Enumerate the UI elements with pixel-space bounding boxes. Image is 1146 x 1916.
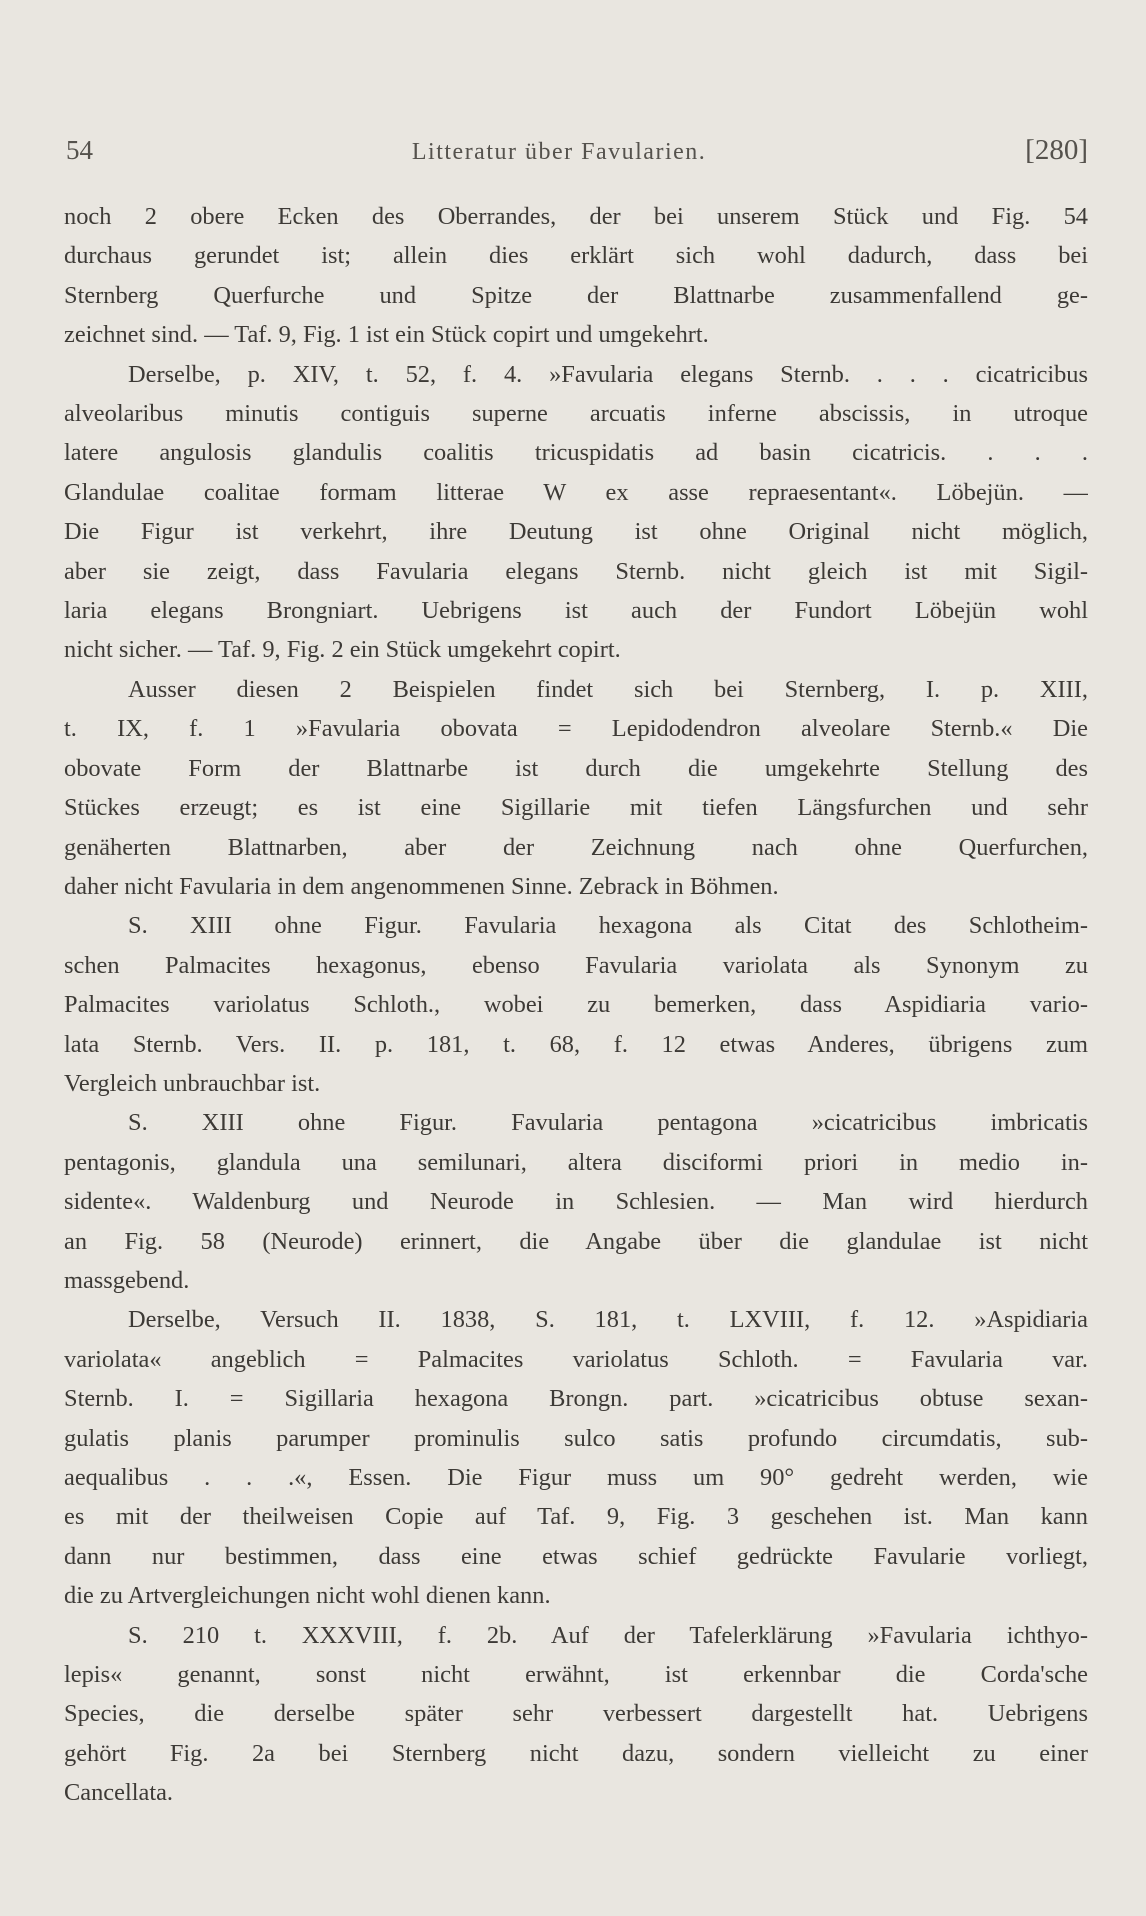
text-line: aequalibus . . .«, Essen. Die Figur muss um 90° gedreht werden, wie [64,1464,1088,1491]
paragraph-4 [64,906,1088,1103]
text-line: daher nicht Favularia in dem angenommenen Sinne. Zebrack in Böhmen. [64,872,779,900]
paragraph-2 [64,355,1088,670]
text-line: t. IX, f. 1 »Favularia obovata = Lepidodendron alveolare Sternb.« Die [64,715,1088,743]
text-line: S. XIII ohne Figur. Favularia pentagona »cicatricibus imbricatis [128,1109,1088,1137]
text-line: Species, die derselbe später sehr verbessert dargestellt hat. Uebrigens [64,1700,1088,1728]
text-line: nicht sicher. — Taf. 9, Fig. 2 ein Stück umgekehrt copirt. [64,636,621,664]
text-line: S. 210 t. XXXVIII, f. 2b. Auf der Tafelerklärung »Favularia ichthyo- [128,1621,1088,1649]
text-line: pentagonis, glandula una semilunari, altera disciformi priori in medio in- [64,1148,1088,1176]
text-line: sidente«. Waldenburg und Neurode in Schlesien. — Man wird hierdurch [64,1188,1088,1216]
text-line: aber sie zeigt, dass Favularia elegans Sternb. nicht gleich ist mit Sigil- [64,557,1088,585]
text-line: Vergleich unbrauchbar ist. [64,1069,321,1097]
paragraph-3 [64,670,1088,906]
text-line: lata Sternb. Vers. II. p. 181, t. 68, f. 12 etwas Anderes, übrigens zum [64,1030,1088,1058]
text-line: lepis« genannt, sonst nicht erwähnt, ist erkennbar die Corda'sche [64,1661,1088,1689]
text-line: an Fig. 58 (Neurode) erinnert, die Angabe über die glandulae ist nicht [64,1227,1088,1255]
paragraph-6 [64,1300,1088,1615]
text-line: gehört Fig. 2a bei Sternberg nicht dazu, sondern vielleicht zu einer [64,1739,1088,1767]
text-line: durchaus gerundet ist; allein dies erklärt sich wohl dadurch, dass bei [64,242,1088,270]
text-line: Derselbe, Versuch II. 1838, S. 181, t. LXVIII, f. 12. »Aspidiaria [128,1306,1088,1334]
text-line: Ausser diesen 2 Beispielen findet sich bei Sternberg, I. p. XIII, [128,675,1088,703]
text-line: es mit der theilweisen Copie auf Taf. 9, Fig. 3 geschehen ist. Man kann [64,1503,1088,1531]
text-line: obovate Form der Blattnarbe ist durch die umgekehrte Stellung des [64,754,1088,782]
text-line: die zu Artvergleichungen nicht wohl dienen kann. [64,1582,551,1610]
text-line: Palmacites variolatus Schloth., wobei zu bemerken, dass Aspidiaria vario- [64,991,1088,1019]
text-line: Sternberg Querfurche und Spitze der Blattnarbe zusammenfallend ge- [64,281,1088,309]
text-line: noch 2 obere Ecken des Oberrandes, der bei unserem Stück und Fig. 54 [64,203,1088,230]
text-line: Stückes erzeugt; es ist eine Sigillarie mit tiefen Längsfurchen und sehr [64,794,1088,822]
paragraph-7 [64,1616,1088,1813]
text-line: genäherten Blattnarben, aber der Zeichnung nach ohne Querfurchen, [64,833,1088,861]
text-line: dann nur bestimmen, dass eine etwas schief gedrückte Favularie vorliegt, [64,1542,1088,1570]
paragraph-5 [64,1103,1088,1300]
text-line: massgebend. [64,1266,190,1294]
paragraph-1 [64,197,1088,355]
text-line: gulatis planis parumper prominulis sulco satis profundo circumdatis, sub- [64,1424,1088,1452]
text-line: Derselbe, p. XIV, t. 52, f. 4. »Favularia elegans Sternb. . . . cicatricibus [128,360,1088,388]
running-header [66,134,1088,167]
text-line: schen Palmacites hexagonus, ebenso Favularia variolata als Synonym zu [64,951,1088,979]
text-line: variolata« angeblich = Palmacites variolatus Schloth. = Favularia var. [64,1345,1088,1373]
text-line: alveolaribus minutis contiguis superne arcuatis inferne abscissis, in utroque [64,400,1088,428]
text-line: Glandulae coalitae formam litterae W ex asse repraesentant«. Löbejün. — [64,478,1088,506]
page-number: 54 [66,135,93,165]
text-line: laria elegans Brongniart. Uebrigens ist auch der Fundort Löbejün wohl [64,597,1088,625]
text-line: Die Figur ist verkehrt, ihre Deutung ist ohne Original nicht möglich, [64,518,1088,546]
body-text [64,197,1088,1813]
bracket-page-number: [280] [1025,134,1088,166]
text-line: zeichnet sind. — Taf. 9, Fig. 1 ist ein Stück copirt und umgekehrt. [64,321,709,349]
text-line: S. XIII ohne Figur. Favularia hexagona als Citat des Schlotheim- [128,912,1088,940]
running-title: Litteratur über Favularien. [411,139,707,165]
text-line: latere angulosis glandulis coalitis tricuspidatis ad basin cicatricis. . . . [64,439,1088,467]
text-line: Sternb. I. = Sigillaria hexagona Brongn. part. »cicatricibus obtuse sexan- [64,1385,1088,1413]
text-line: Cancellata. [64,1779,174,1807]
